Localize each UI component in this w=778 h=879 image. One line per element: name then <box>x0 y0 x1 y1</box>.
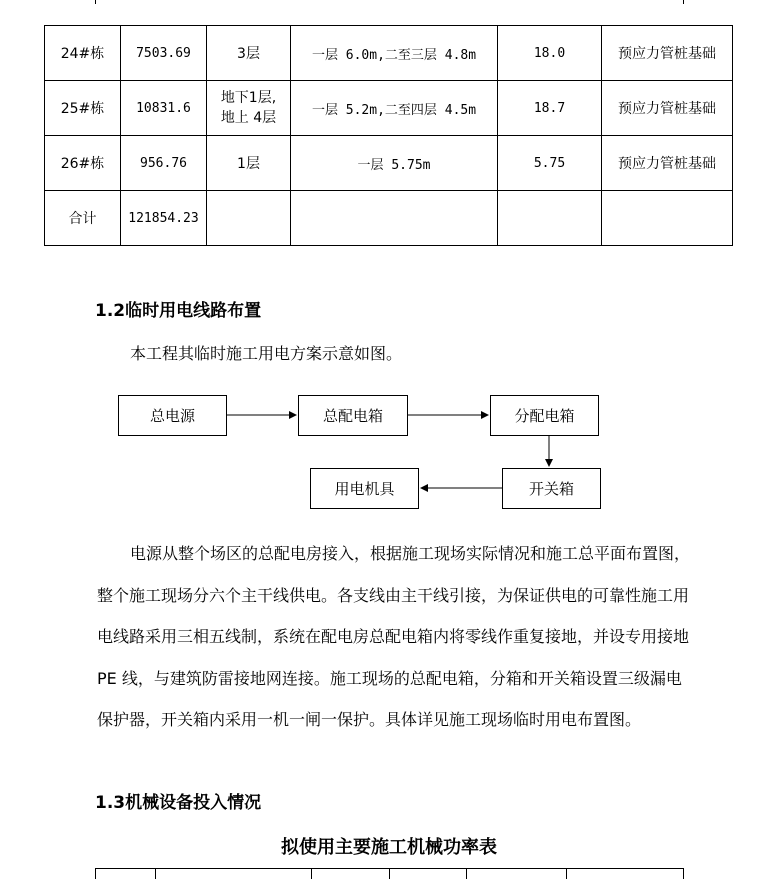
body-paragraph-text: 电源从整个场区的总配电房接入，根据施工现场实际情况和施工总平面布置图，整个施工现场分六个主干线供电。各支线由主干线引接，为保证供电的可靠性施工用电线路采用三相五线制，系统在配电房总配电箱内将零线作重复接地，并设专用接地 PE 线，与建筑防雷接地网连接。施工现场的总配电箱，分箱和开关箱设置三级漏电保护器，开关箱内采用一机一闸一保护。具体详见施工现场临时用电布置图。 <box>97 544 691 729</box>
table-cell-height: 一层 6.0m,二至三层 4.8m <box>291 26 498 81</box>
table-cell-foundation: 预应力管桩基础 <box>602 26 733 81</box>
table-cell-height: 一层 5.75m <box>291 136 498 191</box>
table-cell-building: 合计 <box>45 191 121 246</box>
table-cell-foundation: 预应力管桩基础 <box>602 81 733 136</box>
main-power-box: 总电源 <box>118 395 227 436</box>
table-cell-floors: 3层 <box>207 26 291 81</box>
equipment-box: 用电机具 <box>310 468 419 509</box>
table-cell-building: 25#栋 <box>45 81 121 136</box>
machinery-table-top <box>95 868 684 879</box>
table-cell-area: 7503.69 <box>121 26 207 81</box>
machinery-table-title: 拟使用主要施工机械功率表 <box>281 837 497 858</box>
table-cell-area: 121854.23 <box>121 191 207 246</box>
section-heading-1-3: 1.3机械设备投入情况 <box>95 793 262 813</box>
table-cell-value: 18.7 <box>498 81 602 136</box>
switch-box: 开关箱 <box>502 468 601 509</box>
table-cell-building: 24#栋 <box>45 26 121 81</box>
table-cell-value: 18.0 <box>498 26 602 81</box>
power-description-paragraph <box>97 533 692 741</box>
table-cell-floors: 地下1层, 地上 4层 <box>207 81 291 136</box>
sub-distribution-box: 分配电箱 <box>490 395 599 436</box>
diagram-intro-text: 本工程其临时施工用电方案示意如图。 <box>130 344 403 363</box>
table-cell-height: 一层 5.2m,二至四层 4.5m <box>291 81 498 136</box>
table-cell-floors: 1层 <box>207 136 291 191</box>
table-cell-area: 10831.6 <box>121 81 207 136</box>
table-cell-area: 956.76 <box>121 136 207 191</box>
main-distribution-box: 总配电箱 <box>298 395 408 436</box>
table-cell-building: 26#栋 <box>45 136 121 191</box>
table-cell-value: 5.75 <box>498 136 602 191</box>
section-heading-1-2: 1.2临时用电线路布置 <box>95 301 262 321</box>
table-cell-foundation: 预应力管桩基础 <box>602 136 733 191</box>
